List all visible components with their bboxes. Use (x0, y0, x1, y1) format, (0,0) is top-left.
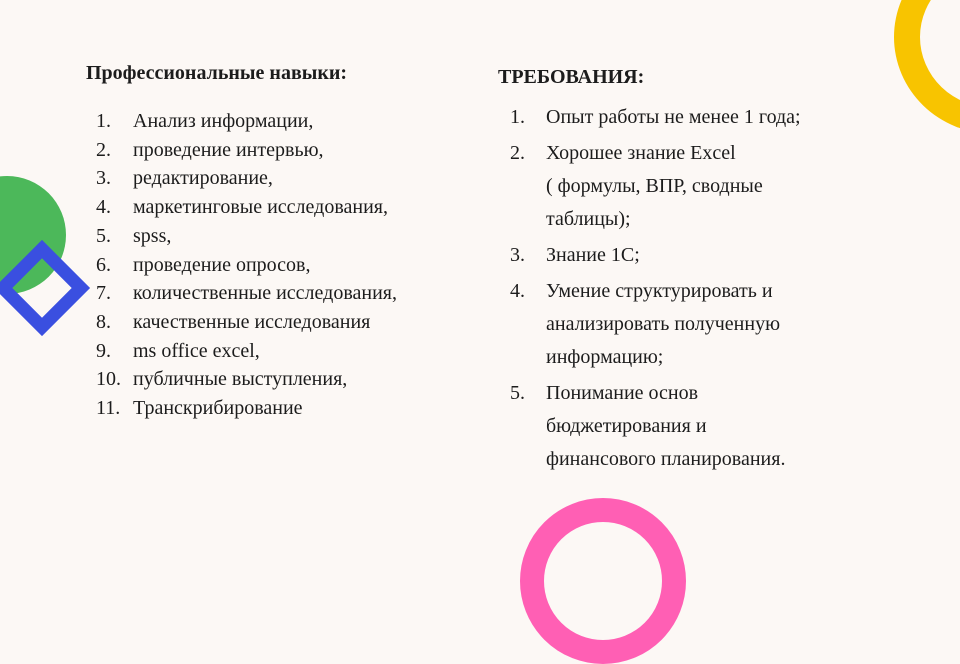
list-item (498, 101, 898, 134)
item-number: 5. (510, 382, 525, 404)
item-text (546, 137, 846, 236)
item-text-line: Умение структурировать и (546, 280, 773, 302)
item-number: 1. (96, 110, 111, 132)
item-text (546, 239, 846, 272)
requirements-heading: ТРЕБОВАНИЯ: (498, 66, 645, 88)
list-item (86, 365, 486, 394)
item-text-line: информацию; (546, 346, 664, 368)
list-item (86, 308, 486, 337)
item-text: spss, (133, 224, 172, 247)
item-number: 6. (96, 253, 111, 276)
item-number: 8. (96, 310, 111, 333)
item-text: маркетинговые исследования, (133, 196, 388, 219)
skills-list (86, 107, 486, 423)
list-item (86, 136, 486, 165)
item-text (546, 275, 846, 374)
item-text: проведение опросов, (133, 253, 311, 276)
item-number: 4. (510, 280, 525, 302)
item-text-line: Хорошее знание Excel (546, 142, 736, 164)
item-text: проведение интервью, (133, 138, 324, 161)
item-number: 2. (96, 138, 111, 161)
list-item (86, 394, 486, 423)
item-text: Анализ информации, (133, 110, 314, 132)
item-text-line: таблицы); (546, 208, 631, 230)
item-text: публичные выступления, (133, 368, 348, 391)
item-text: количественные исследования, (133, 282, 397, 305)
item-number: 3. (510, 244, 525, 266)
item-number: 2. (510, 142, 525, 164)
list-item (86, 337, 486, 366)
item-text-line: финансового планирования. (546, 448, 786, 470)
yellow-arc-decoration (894, 0, 960, 134)
item-number: 10. (96, 368, 121, 391)
skills-heading: Профессиональные навыки: (86, 62, 348, 84)
skills-column (86, 62, 486, 423)
list-item (86, 193, 486, 222)
item-number: 7. (96, 282, 111, 305)
requirements-list (498, 101, 898, 476)
list-item (86, 251, 486, 280)
item-number: 4. (96, 196, 111, 219)
item-number: 3. (96, 167, 111, 190)
item-number: 11. (96, 397, 121, 420)
list-item (86, 279, 486, 308)
item-text-line: бюджетирования и (546, 415, 707, 437)
item-text-line: Понимание основ (546, 382, 699, 404)
item-text: качественные исследования (133, 310, 371, 333)
item-text-line: ( формулы, ВПР, сводные (546, 175, 763, 197)
item-number: 5. (96, 224, 111, 247)
list-item (86, 222, 486, 251)
item-text: ms office excel, (133, 339, 260, 362)
item-text (546, 377, 846, 476)
item-text-line: Знание 1С; (546, 244, 640, 266)
item-text: редактирование, (133, 167, 273, 190)
item-number: 9. (96, 339, 111, 362)
item-number: 1. (510, 106, 525, 128)
requirements-column (498, 66, 898, 479)
list-item (86, 164, 486, 193)
list-item (86, 107, 486, 136)
list-item (498, 239, 898, 272)
list-item (498, 275, 898, 374)
item-text-line: анализировать полученную (546, 313, 781, 335)
item-text: Транскрибирование (133, 397, 303, 420)
item-text-line: Опыт работы не менее 1 года; (546, 106, 801, 128)
list-item (498, 377, 898, 476)
pink-ring-decoration (520, 498, 686, 664)
item-text (546, 101, 846, 134)
list-item (498, 137, 898, 236)
